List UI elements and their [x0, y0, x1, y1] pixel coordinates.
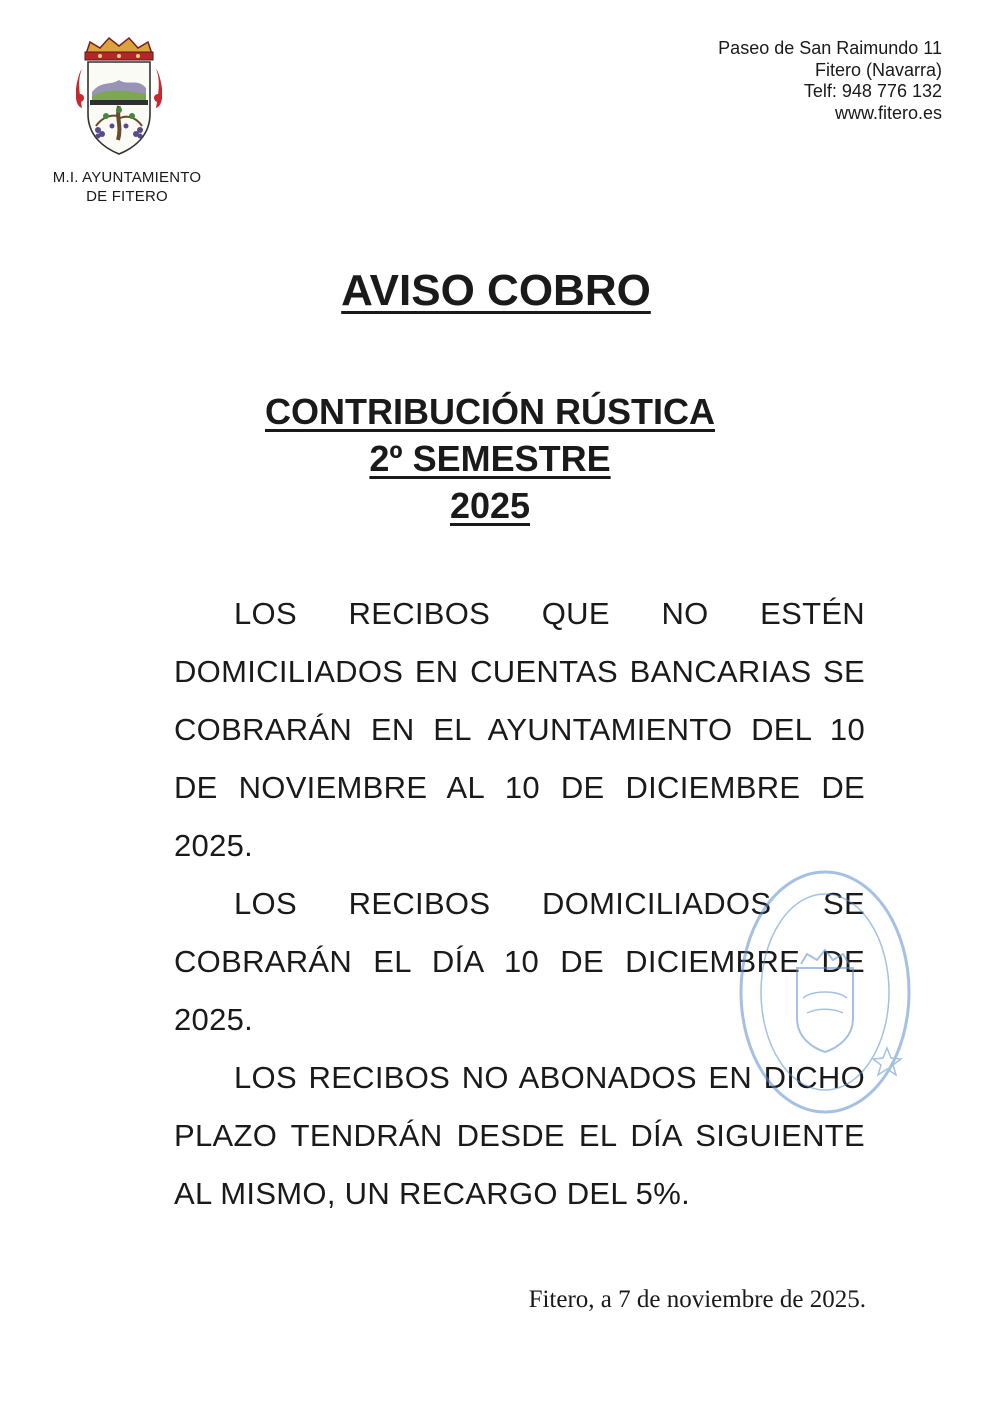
- org-line-2: DE FITERO: [86, 188, 168, 205]
- subtitle-block: [0, 388, 980, 529]
- signature-date: Fitero, a 7 de noviembre de 2025.: [528, 1286, 866, 1313]
- paragraph-1: LOS RECIBOS QUE NO ESTÉN DOMICILIADOS EN CUENTAS BANCARIAS SE COBRARÁN EN EL AYUNTAMIENTO DEL 10 DE NOVIEMBRE AL 10 DE DICIEMBRE DE 2025.: [174, 596, 865, 863]
- subtitle-line-2: 2º SEMESTRE: [369, 438, 611, 479]
- contact-block: [718, 38, 942, 124]
- paragraph-3: LOS RECIBOS NO ABONADOS EN DICHO PLAZO TENDRÁN DESDE EL DÍA SIGUIENTE AL MISMO, UN RECARGO DEL 5%.: [174, 1060, 865, 1211]
- phone: Telf: 948 776 132: [803, 81, 942, 101]
- subtitle-line-3: 2025: [449, 485, 531, 526]
- paragraph-2: LOS RECIBOS DOMICILIADOS SE COBRARÁN EL DÍA 10 DE DICIEMBRE DE 2025.: [174, 886, 865, 1037]
- official-seal-icon: [737, 868, 913, 1116]
- city: Fitero (Navarra): [814, 59, 942, 80]
- organization-name: [40, 168, 214, 206]
- coat-of-arms-icon: [76, 36, 162, 156]
- address: Paseo de San Raimundo 11: [718, 38, 942, 58]
- website: www.fitero.es: [834, 102, 942, 123]
- org-line-1: M.I. AYUNTAMIENTO: [52, 169, 202, 186]
- subtitle-line-1: CONTRIBUCIÓN RÚSTICA: [265, 391, 715, 432]
- page-title: AVISO COBRO: [341, 266, 651, 315]
